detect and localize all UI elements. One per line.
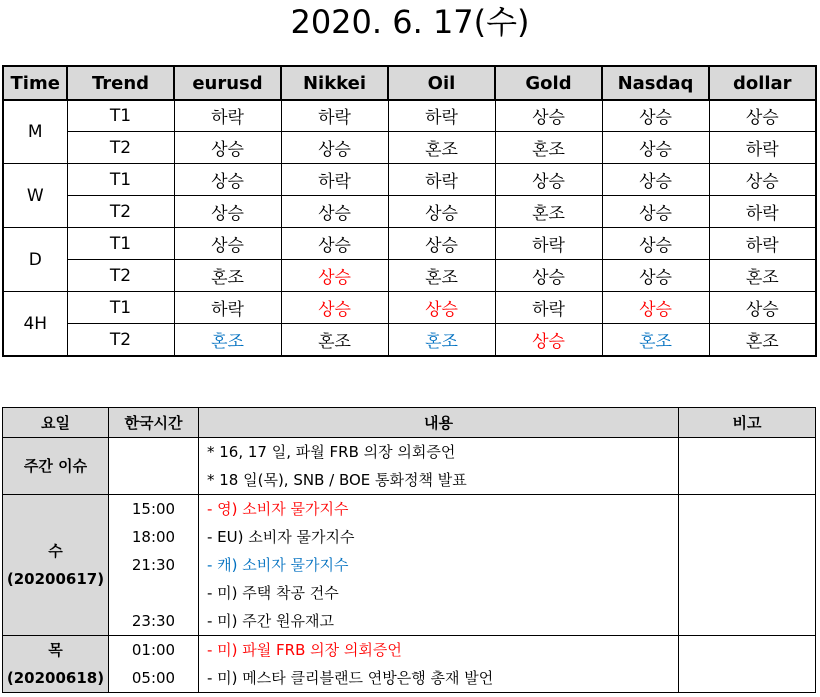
trend-value-cell: 상승 (709, 100, 816, 132)
trend-label-cell: T2 (67, 196, 174, 228)
timeframe-cell: W (3, 164, 67, 228)
trend-value-cell: 혼조 (495, 132, 602, 164)
header-time: Time (3, 66, 67, 100)
schedule-row (3, 438, 816, 495)
trend-label-cell: T1 (67, 292, 174, 324)
trend-row (3, 260, 816, 292)
note-cell (679, 495, 816, 636)
content-cell (199, 495, 679, 636)
day-label: (20200618) (6, 669, 105, 687)
event-item: - 미) 주간 원유재고 (207, 612, 334, 630)
event-item: - 미) 메스타 클리블랜드 연방은행 총재 발언 (207, 669, 494, 687)
header-content: 내용 (199, 408, 679, 438)
trend-value-cell: 혼조 (388, 132, 495, 164)
trend-value-cell: 상승 (281, 228, 388, 260)
event-time: 05:00 (131, 669, 176, 687)
event-time: 18:00 (131, 528, 176, 546)
trend-value-cell: 상승 (602, 164, 709, 196)
day-label: 주간 이슈 (23, 457, 88, 475)
header-nikkei: Nikkei (281, 66, 388, 100)
event-item: * 18 일(목), SNB / BOE 통화정책 발표 (207, 471, 467, 489)
header-gold: Gold (495, 66, 602, 100)
header-korea-time: 한국시간 (109, 408, 199, 438)
trend-label-cell: T2 (67, 324, 174, 357)
content-cell (199, 636, 679, 693)
event-time (109, 579, 198, 607)
header-trend: Trend (67, 66, 174, 100)
trend-value-cell: 하락 (388, 100, 495, 132)
trend-value-cell: 상승 (495, 324, 602, 357)
page-title: 2020. 6. 17(수) (290, 3, 530, 41)
time-cell (109, 636, 199, 693)
event-time: 15:00 (131, 500, 176, 518)
timeframe-cell: M (3, 100, 67, 164)
content-cell (199, 438, 679, 495)
trend-value-cell: 상승 (388, 228, 495, 260)
trend-value-cell: 상승 (174, 196, 281, 228)
event-time: 21:30 (131, 556, 176, 574)
trend-table (2, 65, 817, 357)
day-label: 목 (48, 641, 63, 659)
event-item: - 미) 파월 FRB 의장 의회증언 (207, 641, 402, 659)
trend-value-cell: 상승 (388, 292, 495, 324)
event-time: 23:30 (131, 612, 176, 630)
trend-value-cell: 상승 (709, 164, 816, 196)
trend-row (3, 292, 816, 324)
trend-value-cell: 상승 (602, 260, 709, 292)
trend-value-cell: 상승 (495, 100, 602, 132)
trend-row (3, 196, 816, 228)
trend-label-cell: T2 (67, 260, 174, 292)
header-eurusd: eurusd (174, 66, 281, 100)
trend-value-cell: 하락 (495, 292, 602, 324)
trend-row (3, 164, 816, 196)
trend-value-cell: 혼조 (174, 260, 281, 292)
header-dollar: dollar (709, 66, 816, 100)
trend-value-cell: 하락 (709, 228, 816, 260)
trend-value-cell: 하락 (281, 100, 388, 132)
trend-row (3, 228, 816, 260)
event-item: - EU) 소비자 물가지수 (207, 528, 355, 546)
day-label: 수 (48, 542, 63, 560)
trend-value-cell: 상승 (174, 164, 281, 196)
trend-value-cell: 상승 (281, 292, 388, 324)
timeframe-cell: D (3, 228, 67, 292)
trend-value-cell: 상승 (174, 132, 281, 164)
header-day: 요일 (3, 408, 109, 438)
trend-value-cell: 상승 (281, 196, 388, 228)
event-item: - 영) 소비자 물가지수 (207, 500, 349, 518)
time-cell (109, 438, 199, 495)
trend-value-cell: 상승 (602, 100, 709, 132)
trend-value-cell: 혼조 (388, 324, 495, 357)
trend-label-cell: T1 (67, 100, 174, 132)
trend-value-cell: 혼조 (602, 324, 709, 357)
trend-value-cell: 상승 (174, 228, 281, 260)
trend-value-cell: 혼조 (495, 196, 602, 228)
trend-value-cell: 상승 (495, 260, 602, 292)
trend-value-cell: 하락 (709, 196, 816, 228)
event-item: * 16, 17 일, 파월 FRB 의장 의회증언 (207, 443, 456, 461)
trend-row (3, 100, 816, 132)
trend-value-cell: 혼조 (388, 260, 495, 292)
trend-value-cell: 혼조 (709, 324, 816, 357)
trend-value-cell: 하락 (388, 164, 495, 196)
trend-value-cell: 혼조 (174, 324, 281, 357)
trend-value-cell: 하락 (709, 132, 816, 164)
trend-value-cell: 하락 (495, 228, 602, 260)
header-nasdaq: Nasdaq (602, 66, 709, 100)
schedule-table (2, 407, 816, 693)
trend-value-cell: 상승 (495, 164, 602, 196)
trend-value-cell: 상승 (388, 196, 495, 228)
trend-value-cell: 상승 (602, 132, 709, 164)
trend-value-cell: 상승 (709, 292, 816, 324)
trend-value-cell: 혼조 (709, 260, 816, 292)
trend-row (3, 324, 816, 357)
day-label: (20200617) (6, 570, 105, 588)
schedule-row (3, 636, 816, 693)
time-cell (109, 495, 199, 636)
trend-label-cell: T2 (67, 132, 174, 164)
trend-label-cell: T1 (67, 228, 174, 260)
trend-value-cell: 혼조 (281, 324, 388, 357)
day-cell (3, 636, 109, 693)
trend-value-cell: 하락 (281, 164, 388, 196)
header-oil: Oil (388, 66, 495, 100)
note-cell (679, 438, 816, 495)
schedule-row (3, 495, 816, 636)
trend-value-cell: 상승 (602, 228, 709, 260)
trend-value-cell: 하락 (174, 100, 281, 132)
trend-value-cell: 상승 (602, 196, 709, 228)
trend-value-cell: 상승 (281, 132, 388, 164)
event-item: - 캐) 소비자 물가지수 (207, 556, 349, 574)
trend-value-cell: 상승 (602, 292, 709, 324)
timeframe-cell: 4H (3, 292, 67, 357)
trend-row (3, 132, 816, 164)
schedule-header-row (3, 408, 816, 438)
header-note: 비고 (679, 408, 816, 438)
day-cell (3, 495, 109, 636)
trend-label-cell: T1 (67, 164, 174, 196)
event-time: 01:00 (131, 641, 176, 659)
day-cell (3, 438, 109, 495)
trend-value-cell: 상승 (281, 260, 388, 292)
trend-value-cell: 하락 (174, 292, 281, 324)
trend-header-row (3, 66, 816, 100)
event-item: - 미) 주택 착공 건수 (207, 584, 339, 602)
note-cell (679, 636, 816, 693)
